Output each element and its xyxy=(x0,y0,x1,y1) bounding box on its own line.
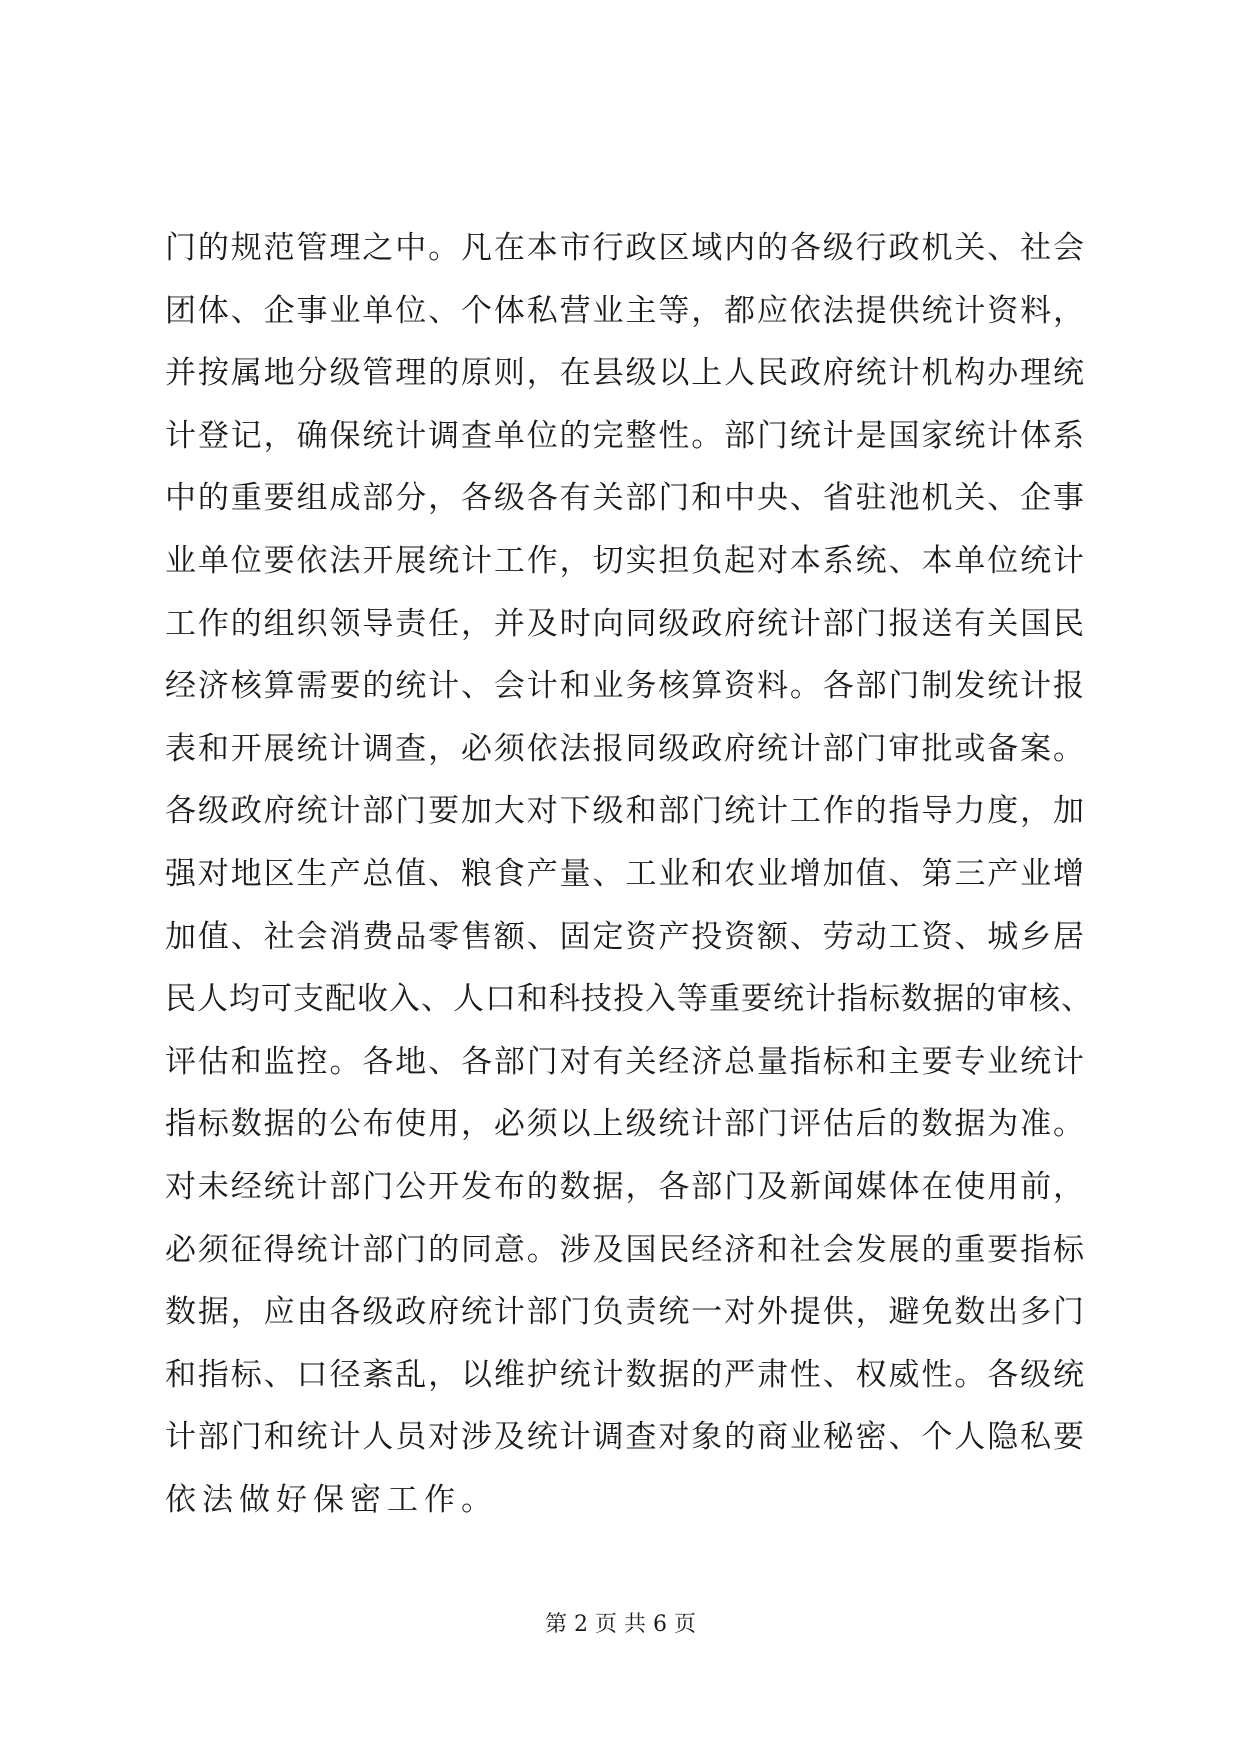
text-line: 表和开展统计调查，必须依法报同级政府统计部门审批或备案。 xyxy=(165,730,1085,767)
text-line: 民人均可支配收入、人口和科技投入等重要统计指标数据的审核、 xyxy=(165,981,1093,1018)
text-line: 经济核算需要的统计、会计和业务核算资料。各部门制发统计报 xyxy=(165,668,1085,705)
text-line: 加值、社会消费品零售额、固定资产投资额、劳动工资、城乡居 xyxy=(165,918,1085,955)
text-line: 对未经统计部门公开发布的数据，各部门及新闻媒体在使用前， xyxy=(165,1168,1085,1205)
text-line: 工作的组织领导责任，并及时向同级政府统计部门报送有关国民 xyxy=(165,605,1085,642)
text-line: 数据，应由各级政府统计部门负责统一对外提供，避免数出多门 xyxy=(165,1294,1085,1331)
text-line: 团体、企事业单位、个体私营业主等，都应依法提供统计资料， xyxy=(165,292,1085,329)
text-line: 业单位要依法开展统计工作，切实担负起对本系统、本单位统计 xyxy=(165,542,1085,579)
text-line: 中的重要组成部分，各级各有关部门和中央、省驻池机关、企事 xyxy=(165,480,1085,517)
text-line: 并按属地分级管理的原则，在县级以上人民政府统计机构办理统 xyxy=(165,355,1085,392)
text-line: 指标数据的公布使用，必须以上级统计部门评估后的数据为准。 xyxy=(165,1106,1085,1143)
text-line: 计部门和统计人员对涉及统计调查对象的商业秘密、个人隐私要 xyxy=(165,1419,1085,1456)
text-line: 评估和监控。各地、各部门对有关经济总量指标和主要专业统计 xyxy=(165,1043,1085,1080)
text-line: 和指标、口径紊乱，以维护统计数据的严肃性、权威性。各级统 xyxy=(165,1356,1085,1393)
text-line: 各级政府统计部门要加大对下级和部门统计工作的指导力度，加 xyxy=(165,793,1085,830)
text-line: 计登记，确保统计调查单位的完整性。部门统计是国家统计体系 xyxy=(165,417,1085,454)
text-line: 必须征得统计部门的同意。涉及国民经济和社会发展的重要指标 xyxy=(165,1231,1085,1268)
body-text xyxy=(165,226,1093,1540)
text-line: 依法做好保密工作。 xyxy=(165,1481,498,1518)
text-line: 门的规范管理之中。凡在本市行政区域内的各级行政机关、社会 xyxy=(165,230,1085,266)
text-line: 强对地区生产总值、粮食产量、工业和农业增加值、第三产业增 xyxy=(165,855,1085,892)
page-number-footer: 第 2 页 共 6 页 xyxy=(545,1612,696,1637)
